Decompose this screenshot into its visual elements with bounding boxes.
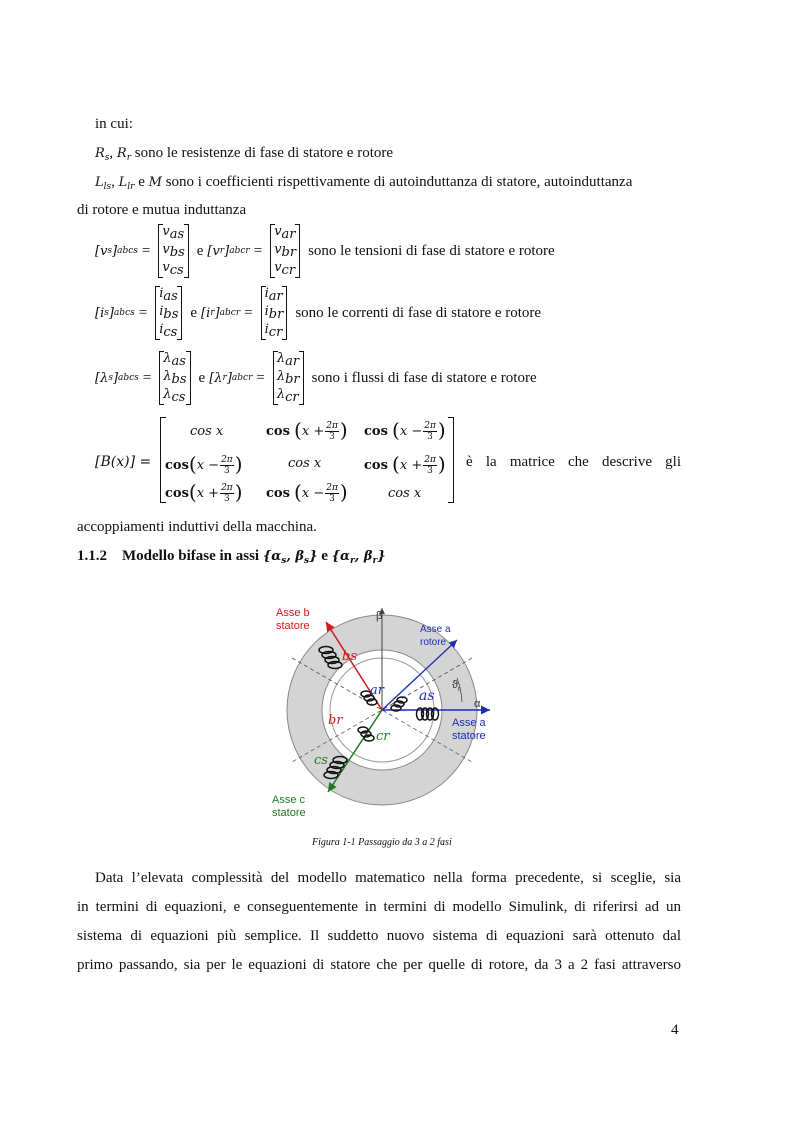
stator-current-vector: ias ibs ics [155,286,182,340]
label-asse-b-statore: statore [276,620,310,632]
matrix-cell-31: cos(x + $\frac{2\pi}{3}$ ) [165,480,243,504]
label-as: as [419,688,435,704]
stator-flux-vector: λas λbs λcs [159,351,190,405]
label-alpha: α [474,698,481,710]
matrix-lhs: [B(x)] = [95,454,152,470]
label-rotore: rotore [420,637,447,648]
current-vectors: [i s ] abcs = ias ibs ics e [i r ] abcr = iar ibr icr sono le correnti di fase di statore e rotore [95,286,542,340]
label-cs: cs [314,753,328,768]
label-asse-c-statore: statore [272,807,306,819]
label-ar: ar [370,683,384,698]
label-br: br [328,713,343,728]
matrix-cell-21: cos(x − $\frac{2\pi}{3}$ ) [165,452,243,476]
label-asse-c: Asse c [272,794,306,806]
matrix-cell-23: cos (x + $\frac{2\pi}{3}$ ) [364,452,446,476]
matrix-cell-33: cos x [388,486,422,501]
flux-vectors: [λ s ] abcs = λas λbs λcs e [λ r ] abcr = λar λbr λcr sono i flussi di fase di statore e rotore [95,351,537,405]
body-line-3: sistema di equazioni più semplice. Il suddetto nuovo sistema di equazioni sarà ottenuto dal [77,928,681,944]
label-cr: cr [376,729,390,744]
label-beta: β [376,610,383,622]
phase-transformation-figure [262,598,502,828]
matrix-cell-22: cos x [288,456,322,471]
rotor-flux-vector: λar λbr λcr [273,351,304,405]
page-number: 4 [671,1022,679,1038]
label-bs: bs [342,649,357,664]
matrix-cell-12: cos (x + $\frac{2\pi}{3}$ ) [266,418,348,442]
matrix-cell-11: cos x [190,424,224,439]
matrix-description-cont: accoppiamenti induttivi della macchina. [77,519,317,535]
label-asse-b: Asse b [276,607,310,619]
matrix-description: è la matrice che descrive gli [466,454,681,470]
stator-voltage-vector: vas vbs vcs [158,224,188,278]
resistance-definition: $R_s$, $R_r$ sono le resistenze di fase di statore e rotore [95,145,394,163]
inductance-definition-cont: di rotore e mutua induttanza [77,202,247,218]
section-heading: 1.1.2 Modello bifase in assi {$\alpha_s$, $\beta_s$} e {$\alpha_r$, $\beta_r$} [77,548,386,566]
matrix-cell-32: cos (x − $\frac{2\pi}{3}$ ) [266,480,348,504]
intro-text: in cui: [95,116,133,132]
label-theta: $ϑ_r$ [452,679,461,693]
label-asse-a-statore: Asse a [452,717,486,729]
body-line-2: in termini di equazioni, e conseguentemente in termini di modello Simulink, di riferirsi ad un [77,899,681,915]
matrix-cell-13: cos (x − $\frac{2\pi}{3}$ ) [364,418,446,442]
voltage-vectors: [v s ] abcs = vas vbs vcs e [v r ] abcr = var vbr vcr sono le tensioni di fase di statore e rotore [95,224,555,278]
inductance-definition: $L_{ls}$, $L_{lr}$ e M sono i coefficienti rispettivamente di autoinduttanza di statore, autoinduttanza [95,174,633,192]
figure-caption: Figura 1-1 Passaggio da 3 a 2 fasi [312,837,452,848]
rotor-voltage-vector: var vbr vcr [270,224,300,278]
label-statore-a: statore [452,730,486,742]
rotor-current-vector: iar ibr icr [261,286,288,340]
body-line-1: Data l’elevata complessità del modello matematico nella forma precedente, si sceglie, sia [95,870,681,886]
body-line-4: primo passando, sia per le equazioni di statore che per quelle di rotore, da 3 a 2 fasi attraverso [77,957,681,973]
label-asse-a-rotore: Asse a [420,624,451,635]
